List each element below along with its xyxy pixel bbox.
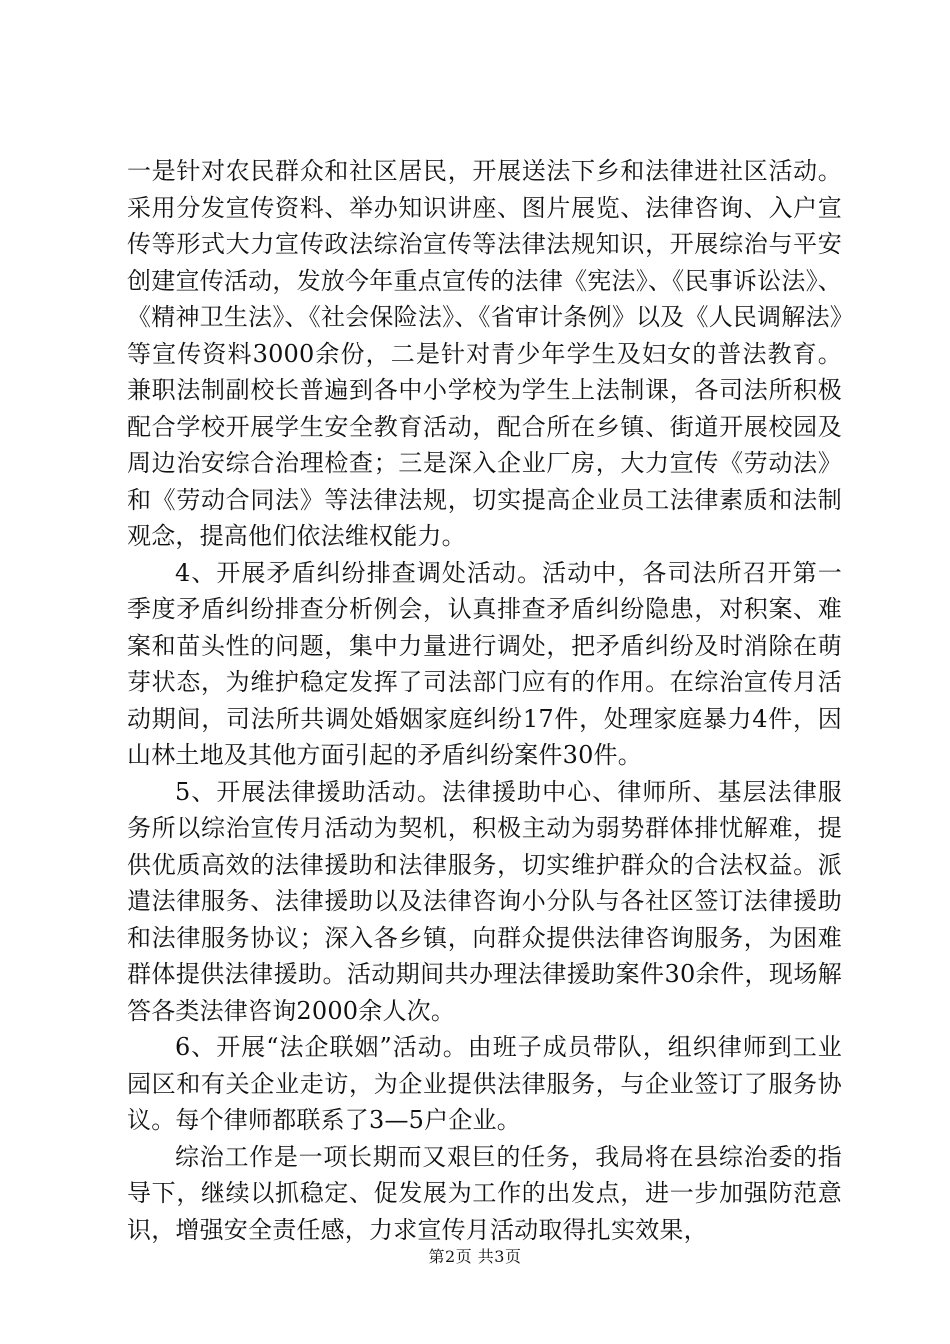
paragraph-law-enterprise: 6、开展“法企联姻”活动。由班子成员带队，组织律师到工业园区和有关企业走访，为企业提供法律服务，与企业签订了服务协议。每个律师都联系了3—5户企业。 — [127, 1033, 842, 1134]
paragraph-publicity: 一是针对农民群众和社区居民，开展送法下乡和法律进社区活动。采用分发宣传资料、举办知识讲座、图片展览、法律咨询、入户宣传等形式大力宣传政法综治宣传等法律法规知识，开展综治与平安创建宣传活动，发放今年重点宣传的法律《宪法》、《民事诉讼法》、《精神卫生法》、《社会保险法》、《省审计条例》以及《人民调解法》等宣传资料3000余份，二是针对青少年学生及妇女的普法教育。兼职法制副校长普遍到各中小学校为学生上法制课，各司法所积极配合学校开展学生安全教育活动，配合所在乡镇、街道开展校园及周边治安综合治理检查；三是深入企业厂房，大力宣传《劳动法》和《劳动合同法》等法律法规，切实提高企业员工法律素质和法制观念，提高他们依法维权能力。 — [127, 157, 842, 550]
paragraph-dispute-mediation: 4、开展矛盾纠纷排查调处活动。活动中，各司法所召开第一季度矛盾纠纷排查分析例会，认真排查矛盾纠纷隐患，对积案、难案和苗头性的问题，集中力量进行调处，把矛盾纠纷及时消除在萌芽状态，为维护稳定发挥了司法部门应有的作用。在综治宣传月活动期间，司法所共调处婚姻家庭纠纷17件，处理家庭暴力4件，因山林土地及其他方面引起的矛盾纠纷案件30件。 — [127, 558, 842, 769]
paragraph-legal-aid: 5、开展法律援助活动。法律援助中心、律师所、基层法律服务所以综治宣传月活动为契机，积极主动为弱势群体排忧解难，提供优质高效的法律援助和法律服务，切实维护群众的合法权益。派遣法律服务、法律援助以及法律咨询小分队与各社区签订法律援助和法律服务协议；深入各乡镇，向群众提供法律咨询服务，为困难群体提供法律援助。活动期间共办理法律援助案件30余件，现场解答各类法律咨询2000余人次。 — [127, 777, 842, 1025]
page-number-footer: 第2页 共3页 — [428, 1247, 522, 1266]
paragraph-conclusion: 综治工作是一项长期而又艰巨的任务，我局将在县综治委的指导下，继续以抓稳定、促发展为工作的出发点，进一步加强防范意识，增强安全责任感，力求宣传月活动取得扎实效果， — [127, 1142, 842, 1244]
document-body — [127, 153, 842, 1248]
